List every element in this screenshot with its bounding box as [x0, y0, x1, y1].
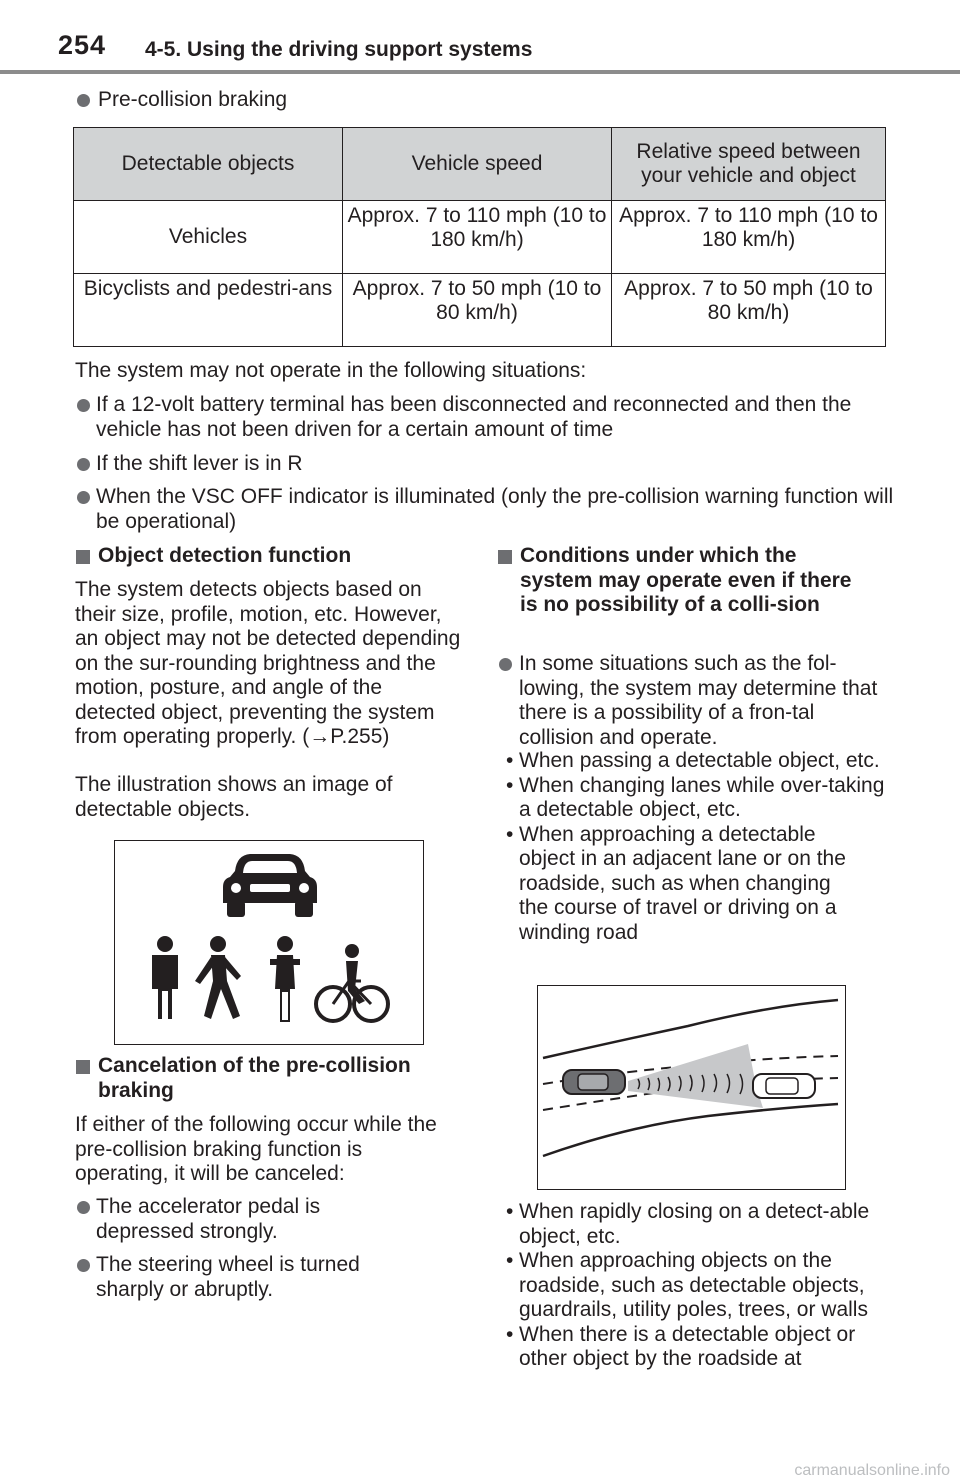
- bullet-icon: [77, 458, 90, 471]
- section-title: 4-5. Using the driving support systems: [145, 38, 533, 61]
- conditions-heading: Conditions under which the system may operate even if there is no possibility of a colli-sion: [520, 544, 852, 616]
- table-header-row: [74, 128, 886, 201]
- table-cell: Approx. 7 to 110 mph (10 to 180 km/h): [612, 201, 886, 274]
- detectable-objects-illustration: [115, 841, 423, 1044]
- table-cell: Vehicles: [74, 201, 343, 274]
- speed-table: [73, 127, 886, 347]
- table-cell: Bicyclists and pedestri-ans: [74, 274, 343, 347]
- cyclist-side-icon: [316, 944, 388, 1021]
- cancelation-heading: Cancelation of the pre-collision braking: [98, 1054, 411, 1102]
- list-item: • When changing lanes while over-taking a detectable object, etc.: [506, 773, 885, 821]
- list-bullet: •: [506, 1200, 514, 1223]
- pedestrian-standing-icon: [152, 936, 178, 1019]
- list-bullet: •: [506, 822, 514, 846]
- winding-road-illustration: [538, 986, 845, 1189]
- bullet-icon: [499, 658, 512, 671]
- precollision-heading: Pre-collision braking: [98, 88, 288, 111]
- list-item: • When passing a detectable object, etc.: [506, 749, 880, 772]
- table-cell: Approx. 7 to 110 mph (10 to 180 km/h): [343, 201, 612, 274]
- situations-intro: The system may not operate in the following situations:: [75, 359, 587, 382]
- list-item: • When there is a detectable object or other object by the roadside at: [506, 1322, 856, 1370]
- table-row: [74, 274, 886, 347]
- section-marker-icon: [76, 550, 90, 564]
- conditions-list-b: [500, 1200, 890, 1372]
- detectable-objects-figure: [114, 840, 424, 1045]
- list-bullet: •: [506, 1322, 514, 1346]
- object-detection-heading: Object detection function: [98, 544, 352, 567]
- pedestrian-walking-icon: [195, 936, 241, 1019]
- winding-road-figure: [537, 985, 846, 1190]
- table-cell: Approx. 7 to 50 mph (10 to 80 km/h): [343, 274, 612, 347]
- section-marker-icon: [498, 550, 512, 564]
- cancelation-body: If either of the following occur while the pre-collision braking function is operating, it will be canceled:: [75, 1113, 437, 1185]
- bullet-icon: [77, 399, 90, 412]
- table-header: Vehicle speed: [343, 128, 612, 201]
- list-item: • When approaching a detectable object in an adjacent lane or on the roadside, such as when changing the course of travel or driving on a winding road: [506, 822, 846, 944]
- car-icon: [223, 854, 317, 917]
- list-item: • When approaching objects on the roadside, such as detectable objects, guardrails, utility poles, trees, or walls: [506, 1249, 868, 1321]
- situation-item: When the VSC OFF indicator is illuminated (only the pre-collision warning function will be operational): [96, 485, 894, 533]
- bullet-icon: [77, 94, 90, 107]
- detected-vehicle-icon: [753, 1074, 815, 1098]
- table-header: Detectable objects: [74, 128, 343, 201]
- table-header: Relative speed between your vehicle and object: [612, 128, 886, 201]
- sensor-beam: [628, 1044, 763, 1108]
- section-marker-icon: [76, 1060, 90, 1074]
- bullet-icon: [77, 491, 90, 504]
- illustration-caption: The illustration shows an image of detectable objects.: [75, 773, 393, 821]
- bullet-icon: [77, 1201, 90, 1214]
- situation-item: If the shift lever is in R: [96, 452, 303, 475]
- bullet-icon: [77, 1259, 90, 1272]
- conditions-list-a: [500, 749, 890, 945]
- list-bullet: •: [506, 749, 514, 772]
- page-number: 254: [58, 30, 107, 60]
- list-item: • When rapidly closing on a detect-able object, etc.: [506, 1200, 870, 1248]
- list-bullet: •: [506, 773, 514, 797]
- situation-item: If a 12-volt battery terminal has been disconnected and reconnected and then the vehicle has not been driven for a certain amount of time: [96, 393, 852, 441]
- cyclist-front-icon: [270, 936, 300, 1021]
- conditions-intro: In some situations such as the fol-lowing, the system may determine that there is a possibility of a fron-tal collision and operate.: [519, 652, 878, 749]
- header-divider: [0, 70, 960, 74]
- list-bullet: •: [506, 1249, 514, 1272]
- cancelation-item: The accelerator pedal is depressed strongly.: [96, 1195, 321, 1243]
- watermark: carmanualsonline.info: [794, 1462, 950, 1479]
- own-vehicle-icon: [563, 1070, 625, 1094]
- object-detection-body: The system detects objects based on their size, profile, motion, etc. However, an object may not be detected depending on the sur-rounding brightness and the motion, posture, and angle of the detected object, preventing the system from operating properly. (→P.255): [75, 578, 461, 748]
- cancelation-item: The steering wheel is turned sharply or abruptly.: [96, 1253, 360, 1301]
- table-cell: Approx. 7 to 50 mph (10 to 80 km/h): [612, 274, 886, 347]
- table-row: [74, 201, 886, 274]
